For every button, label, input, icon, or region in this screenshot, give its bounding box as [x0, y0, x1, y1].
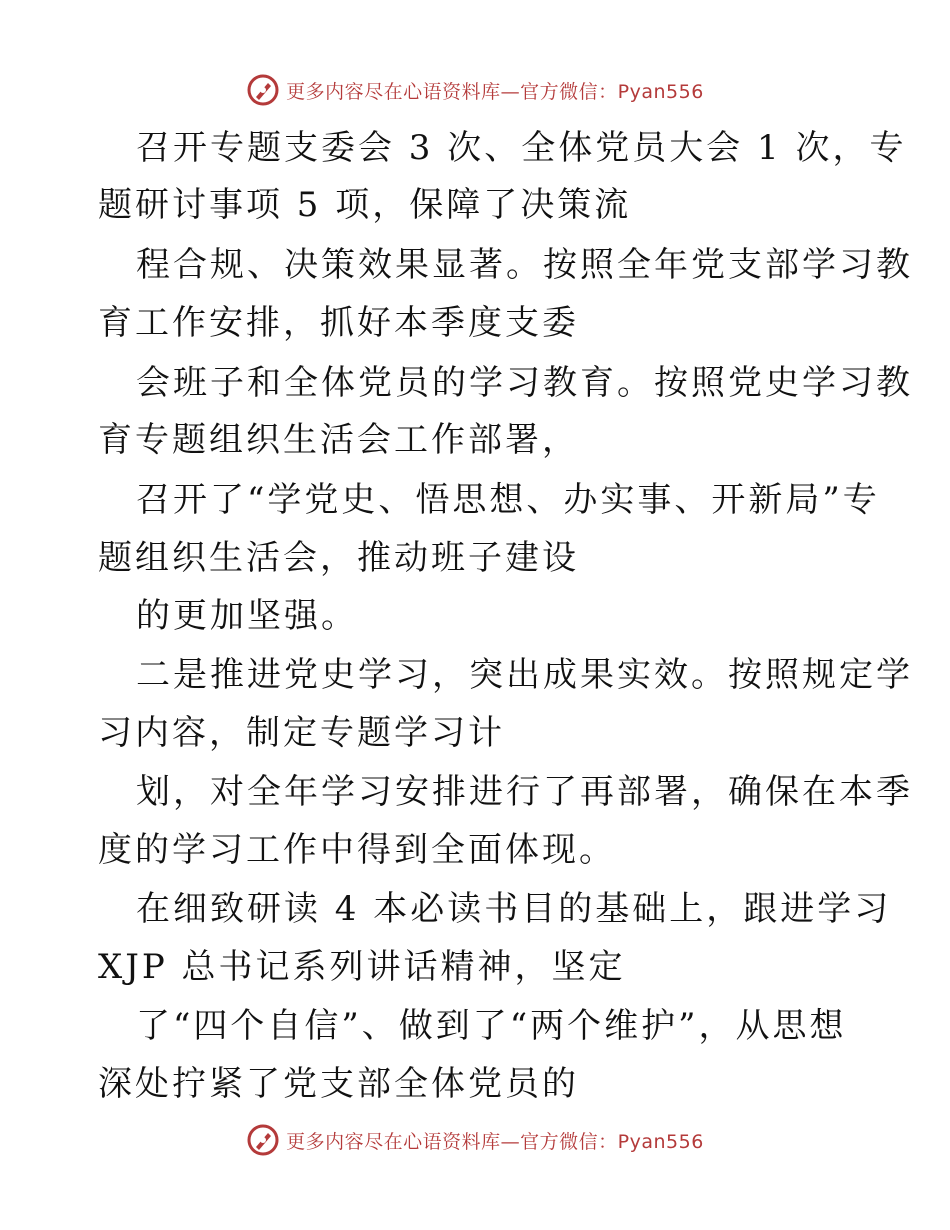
text-line: 会班子和全体党员的学习教育。按照党史学习教 [136, 363, 913, 403]
text-line: 育工作安排，抓好本季度支委 [98, 303, 579, 343]
header-banner-cn: 更多内容尽在心语资料库—官方微信： [286, 80, 618, 103]
text-line: 程合规、决策效果显著。按照全年党支部学习教 [136, 245, 913, 285]
text-line: 题组织生活会，推动班子建设 [98, 538, 579, 578]
text-line: 习内容，制定专题学习计 [98, 713, 505, 753]
text-line: 划，对全年学习安排进行了再部署，确保在本季 [136, 772, 913, 812]
text-line: 的更加坚强。 [136, 596, 358, 636]
text-line: 在细致研读 4 本必读书目的基础上，跟进学习 [136, 889, 892, 929]
text-line: XJP 总书记系列讲话精神，坚定 [98, 947, 626, 987]
footer-banner-wechat-id: Pyan556 [617, 1130, 704, 1153]
text-line: 深处拧紧了党支部全体党员的 [98, 1064, 579, 1104]
text-line: 育专题组织生活会工作部署， [98, 420, 579, 460]
text-line: 题研讨事项 5 项，保障了决策流 [98, 185, 632, 225]
text-line: 二是推进党史学习，突出成果实效。按照规定学 [136, 655, 913, 695]
pen-nib-logo-icon [246, 1123, 280, 1157]
pen-nib-logo-icon [246, 73, 280, 107]
header-banner-text [286, 77, 704, 104]
text-line: 度的学习工作中得到全面体现。 [98, 830, 616, 870]
footer-banner [0, 1120, 950, 1160]
footer-banner-text [286, 1127, 704, 1154]
text-line: 召开专题支委会 3 次、全体党员大会 1 次，专 [136, 128, 907, 168]
header-banner-wechat-id: Pyan556 [617, 80, 704, 103]
footer-banner-cn: 更多内容尽在心语资料库—官方微信： [286, 1130, 618, 1153]
text-line: 了“四个自信”、做到了“两个维护”，从思想 [136, 1006, 847, 1046]
text-line: 召开了“学党史、悟思想、办实事、开新局”专 [136, 480, 880, 520]
header-banner [0, 70, 950, 110]
